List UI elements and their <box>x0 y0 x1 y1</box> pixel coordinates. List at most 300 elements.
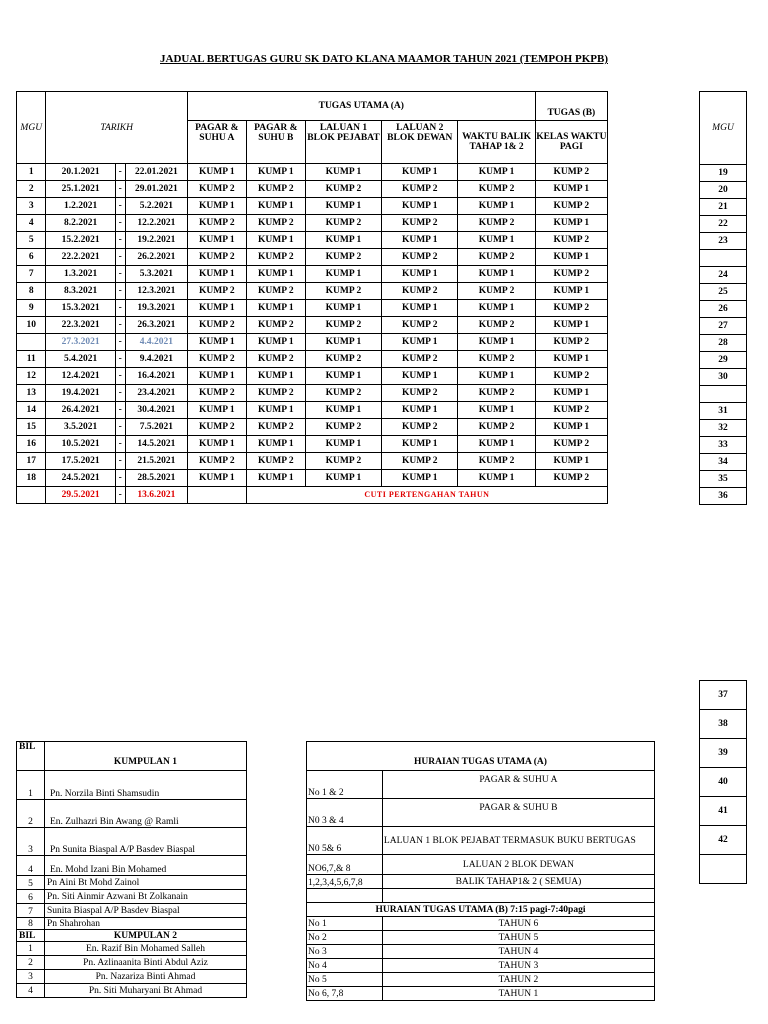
schedule-row <box>17 215 608 232</box>
duty-description: TAHUN 4 <box>382 945 654 959</box>
duty-number: No 4 <box>307 959 383 973</box>
week-number-right <box>700 855 747 884</box>
duty-group-cell: KUMP 2 <box>246 283 305 300</box>
duty-group-cell: KUMP 1 <box>305 198 381 215</box>
week-number: 15 <box>17 419 46 436</box>
member-name: Pn Aini Bt Mohd Zainol <box>44 876 246 890</box>
schedule-row <box>17 232 608 249</box>
duty-group-cell: KUMP 2 <box>246 249 305 266</box>
duty-group-cell: KUMP 2 <box>382 419 458 436</box>
duty-group-cell: KUMP 2 <box>458 215 535 232</box>
week-number-right: 26 <box>700 301 747 318</box>
header-waktu-balik: WAKTU BALIK TAHAP 1& 2 <box>458 121 535 164</box>
date-from: 12.4.2021 <box>46 368 115 385</box>
duty-group-cell: KUMP 2 <box>535 470 607 487</box>
huraian-b-title: HURAIAN TUGAS UTAMA (B) 7:15 pagi-7:40pagi <box>307 903 655 917</box>
duty-description: TAHUN 1 <box>382 987 654 1001</box>
duty-group-cell: KUMP 1 <box>535 419 607 436</box>
bil-header: BIL <box>17 742 45 771</box>
duty-group-cell: KUMP 2 <box>458 283 535 300</box>
duty-group-cell: KUMP 1 <box>458 470 535 487</box>
duty-group-cell: KUMP 2 <box>187 215 246 232</box>
duty-group-cell: KUMP 1 <box>305 266 381 283</box>
week-number: 12 <box>17 368 46 385</box>
week-number: 10 <box>17 317 46 334</box>
duty-number: No 1 <box>307 917 383 931</box>
header-tugas-b: TUGAS (B) <box>535 92 607 121</box>
week-number: 1 <box>17 164 46 181</box>
week-number: 2 <box>17 181 46 198</box>
duty-description: PAGAR & SUHU B <box>382 799 654 827</box>
duty-description: TAHUN 6 <box>382 917 654 931</box>
date-dash: - <box>115 419 125 436</box>
duty-description: TAHUN 5 <box>382 931 654 945</box>
duty-group-cell: KUMP 1 <box>535 317 607 334</box>
header-mgu: MGU <box>17 92 46 164</box>
schedule-row <box>17 334 608 351</box>
duty-group-cell: KUMP 2 <box>535 368 607 385</box>
week-number-right: 24 <box>700 267 747 284</box>
duty-group-cell: KUMP 2 <box>535 300 607 317</box>
date-to: 26.3.2021 <box>125 317 187 334</box>
duty-description: TAHUN 3 <box>382 959 654 973</box>
week-number: 17 <box>17 453 46 470</box>
duty-group-cell: KUMP 1 <box>382 198 458 215</box>
duty-group-cell: KUMP 1 <box>458 232 535 249</box>
week-number-right: 28 <box>700 335 747 352</box>
duty-group-cell: KUMP 2 <box>458 419 535 436</box>
schedule-row <box>17 164 608 181</box>
duty-group-cell: KUMP 1 <box>535 283 607 300</box>
date-to: 13.6.2021 <box>125 487 187 504</box>
week-number: 18 <box>17 470 46 487</box>
date-from: 22.2.2021 <box>46 249 115 266</box>
duty-group-cell: KUMP 1 <box>458 334 535 351</box>
empty-cell <box>187 487 246 504</box>
date-dash: - <box>115 351 125 368</box>
member-name: Pn. Siti Ainmir Azwani Bt Zolkanain <box>44 890 246 904</box>
duty-group-cell: KUMP 1 <box>187 368 246 385</box>
date-dash: - <box>115 232 125 249</box>
member-name: Pn Sunita Biaspal A/P Basdev Biaspal <box>44 828 246 856</box>
duty-number: NO6,7,& 8 <box>307 855 383 875</box>
date-dash: - <box>115 198 125 215</box>
duty-group-cell: KUMP 2 <box>305 419 381 436</box>
member-number: 5 <box>17 876 45 890</box>
week-number: 6 <box>17 249 46 266</box>
duty-group-cell: KUMP 2 <box>535 334 607 351</box>
date-dash: - <box>115 368 125 385</box>
date-from: 26.4.2021 <box>46 402 115 419</box>
date-to: 12.2.2021 <box>125 215 187 232</box>
duty-schedule-table <box>16 91 608 504</box>
duty-group-cell: KUMP 2 <box>458 249 535 266</box>
header-kelas-waktu-pagi: KELAS WAKTU PAGI <box>535 121 607 164</box>
header-pagar-suhu-a: PAGAR & SUHU A <box>187 121 246 164</box>
date-dash: - <box>115 249 125 266</box>
duty-group-cell: KUMP 1 <box>382 334 458 351</box>
header-mgu-right: MGU <box>700 92 747 165</box>
date-dash: - <box>115 334 125 351</box>
week-number: 13 <box>17 385 46 402</box>
duty-group-cell: KUMP 1 <box>458 266 535 283</box>
huraian-table <box>306 741 655 1001</box>
duty-group-cell: KUMP 1 <box>246 198 305 215</box>
schedule-row <box>17 300 608 317</box>
duty-number: No 3 <box>307 945 383 959</box>
week-number-right: 40 <box>700 768 747 797</box>
week-number-right: 29 <box>700 352 747 369</box>
date-dash: - <box>115 487 125 504</box>
week-number: 3 <box>17 198 46 215</box>
member-number: 6 <box>17 890 45 904</box>
header-laluan-2: LALUAN 2 BLOK DEWAN <box>382 121 458 164</box>
duty-group-cell: KUMP 2 <box>535 232 607 249</box>
date-to: 5.3.2021 <box>125 266 187 283</box>
duty-description: LALUAN 2 BLOK DEWAN <box>382 855 654 875</box>
date-to: 26.2.2021 <box>125 249 187 266</box>
duty-group-cell: KUMP 2 <box>535 266 607 283</box>
duty-group-cell: KUMP 1 <box>535 215 607 232</box>
member-name: En. Mohd Izani Bin Mohamed <box>44 856 246 876</box>
bil-header: BIL <box>17 930 45 942</box>
week-number <box>17 487 46 504</box>
duty-description: PAGAR & SUHU A <box>382 771 654 799</box>
week-number-right: 35 <box>700 471 747 488</box>
week-number-right: 42 <box>700 826 747 855</box>
date-to: 30.4.2021 <box>125 402 187 419</box>
duty-group-cell: KUMP 1 <box>246 266 305 283</box>
duty-description: TAHUN 2 <box>382 973 654 987</box>
duty-group-cell: KUMP 2 <box>187 453 246 470</box>
duty-group-cell: KUMP 1 <box>246 334 305 351</box>
date-to: 14.5.2021 <box>125 436 187 453</box>
duty-group-cell: KUMP 1 <box>305 334 381 351</box>
header-pagar-suhu-b: PAGAR & SUHU B <box>246 121 305 164</box>
member-name: Pn. Nazariza Binti Ahmad <box>44 970 246 984</box>
member-name: Pn Shahrohan <box>44 918 246 930</box>
member-name: En. Razif Bin Mohamed Salleh <box>44 942 246 956</box>
schedule-row <box>17 368 608 385</box>
duty-group-cell: KUMP 1 <box>246 470 305 487</box>
week-number: 8 <box>17 283 46 300</box>
member-number: 3 <box>17 828 45 856</box>
duty-group-cell: KUMP 2 <box>187 283 246 300</box>
duty-group-cell: KUMP 2 <box>246 317 305 334</box>
date-from: 19.4.2021 <box>46 385 115 402</box>
duty-group-cell: KUMP 1 <box>305 402 381 419</box>
schedule-row <box>17 198 608 215</box>
header-laluan-1: LALUAN 1 BLOK PEJABAT <box>305 121 381 164</box>
duty-group-cell: KUMP 1 <box>246 402 305 419</box>
duty-group-cell: KUMP 1 <box>535 249 607 266</box>
week-number-right: 41 <box>700 797 747 826</box>
date-dash: - <box>115 385 125 402</box>
schedule-row <box>17 317 608 334</box>
duty-group-cell: KUMP 1 <box>382 402 458 419</box>
member-name: Pn. Siti Muharyani Bt Ahmad <box>44 984 246 998</box>
date-from: 3.5.2021 <box>46 419 115 436</box>
date-from: 10.5.2021 <box>46 436 115 453</box>
week-number-right: 20 <box>700 182 747 199</box>
date-from: 20.1.2021 <box>46 164 115 181</box>
duty-group-cell: KUMP 2 <box>458 181 535 198</box>
duty-group-cell: KUMP 1 <box>187 198 246 215</box>
date-from: 29.5.2021 <box>46 487 115 504</box>
duty-group-cell: KUMP 1 <box>458 164 535 181</box>
duty-group-cell: KUMP 1 <box>382 368 458 385</box>
duty-group-cell: KUMP 2 <box>305 317 381 334</box>
duty-group-cell: KUMP 1 <box>246 164 305 181</box>
duty-number: No 5 <box>307 973 383 987</box>
date-to: 9.4.2021 <box>125 351 187 368</box>
date-to: 16.4.2021 <box>125 368 187 385</box>
duty-group-cell: KUMP 1 <box>458 198 535 215</box>
duty-group-cell: KUMP 2 <box>187 249 246 266</box>
week-number-right: 21 <box>700 199 747 216</box>
duty-group-cell: KUMP 2 <box>535 164 607 181</box>
duty-group-cell: KUMP 1 <box>305 436 381 453</box>
date-dash: - <box>115 164 125 181</box>
date-from: 8.3.2021 <box>46 283 115 300</box>
duty-group-cell: KUMP 2 <box>187 317 246 334</box>
date-dash: - <box>115 402 125 419</box>
week-number-right: 19 <box>700 165 747 182</box>
duty-group-cell: KUMP 2 <box>246 453 305 470</box>
duty-number: No 1 & 2 <box>307 771 383 799</box>
week-number-right <box>700 386 747 403</box>
duty-group-cell: KUMP 1 <box>382 164 458 181</box>
duty-group-cell: KUMP 1 <box>535 351 607 368</box>
member-number: 4 <box>17 984 45 998</box>
date-from: 1.3.2021 <box>46 266 115 283</box>
duty-group-cell: KUMP 2 <box>246 385 305 402</box>
date-dash: - <box>115 436 125 453</box>
duty-number: 1,2,3,4,5,6,7,8 <box>307 875 383 889</box>
duty-description: BALIK TAHAP1& 2 ( SEMUA) <box>382 875 654 889</box>
date-from: 5.4.2021 <box>46 351 115 368</box>
schedule-row <box>17 453 608 470</box>
member-number: 1 <box>17 771 45 800</box>
duty-group-cell: KUMP 2 <box>458 351 535 368</box>
duty-number: N0 3 & 4 <box>307 799 383 827</box>
member-number: 8 <box>17 918 45 930</box>
duty-group-cell: KUMP 2 <box>305 453 381 470</box>
duty-group-cell: KUMP 1 <box>305 300 381 317</box>
duty-group-cell: KUMP 1 <box>458 436 535 453</box>
duty-group-cell: KUMP 2 <box>535 198 607 215</box>
member-number: 7 <box>17 904 45 918</box>
duty-group-cell: KUMP 1 <box>187 436 246 453</box>
duty-group-cell: KUMP 2 <box>246 351 305 368</box>
duty-group-cell: KUMP 2 <box>305 249 381 266</box>
week-number <box>17 334 46 351</box>
week-number: 16 <box>17 436 46 453</box>
week-number-right: 25 <box>700 284 747 301</box>
duty-number: N0 5& 6 <box>307 827 383 855</box>
week-number-right: 39 <box>700 739 747 768</box>
schedule-row <box>17 436 608 453</box>
member-number: 2 <box>17 956 45 970</box>
week-number-right: 22 <box>700 216 747 233</box>
date-to: 21.5.2021 <box>125 453 187 470</box>
document-title: JADUAL BERTUGAS GURU SK DATO KLANA MAAMOR TAHUN 2021 (TEMPOH PKPB) <box>160 53 608 65</box>
kumpulan-1-title: KUMPULAN 1 <box>44 742 246 771</box>
duty-group-cell: KUMP 2 <box>458 453 535 470</box>
duty-group-cell: KUMP 1 <box>305 470 381 487</box>
kumpulan-2-title: KUMPULAN 2 <box>44 930 246 942</box>
duty-group-cell: KUMP 1 <box>246 300 305 317</box>
header-tarikh: TARIKH <box>46 92 187 164</box>
member-name: Sunita Biaspal A/P Basdev Biaspal <box>44 904 246 918</box>
week-number: 14 <box>17 402 46 419</box>
spacer <box>307 889 383 903</box>
member-number: 4 <box>17 856 45 876</box>
date-to: 28.5.2021 <box>125 470 187 487</box>
duty-group-cell: KUMP 2 <box>305 181 381 198</box>
date-from: 24.5.2021 <box>46 470 115 487</box>
holiday-label: CUTI PERTENGAHAN TAHUN <box>246 487 607 504</box>
schedule-row <box>17 470 608 487</box>
duty-group-cell: KUMP 2 <box>458 385 535 402</box>
duty-description: LALUAN 1 BLOK PEJABAT TERMASUK BUKU BERTUGAS <box>382 827 654 855</box>
duty-group-cell: KUMP 2 <box>305 385 381 402</box>
header-tugas-utama-a: TUGAS UTAMA (A) <box>187 92 535 121</box>
duty-group-cell: KUMP 1 <box>246 368 305 385</box>
schedule-row <box>17 266 608 283</box>
duty-group-cell: KUMP 1 <box>187 334 246 351</box>
duty-group-cell: KUMP 2 <box>246 419 305 436</box>
date-dash: - <box>115 470 125 487</box>
duty-group-cell: KUMP 1 <box>535 385 607 402</box>
date-dash: - <box>115 300 125 317</box>
duty-group-cell: KUMP 1 <box>382 436 458 453</box>
member-name: En. Zulhazri Bin Awang @ Ramli <box>44 800 246 828</box>
duty-group-cell: KUMP 2 <box>382 351 458 368</box>
week-number: 11 <box>17 351 46 368</box>
date-from: 1.2.2021 <box>46 198 115 215</box>
date-from: 8.2.2021 <box>46 215 115 232</box>
schedule-row <box>17 385 608 402</box>
date-to: 4.4.2021 <box>125 334 187 351</box>
duty-group-cell: KUMP 1 <box>187 470 246 487</box>
duty-group-cell: KUMP 1 <box>535 181 607 198</box>
member-number: 2 <box>17 800 45 828</box>
date-to: 12.3.2021 <box>125 283 187 300</box>
duty-group-cell: KUMP 1 <box>382 470 458 487</box>
duty-group-cell: KUMP 1 <box>535 453 607 470</box>
duty-group-cell: KUMP 2 <box>187 351 246 368</box>
duty-group-cell: KUMP 2 <box>187 419 246 436</box>
duty-group-cell: KUMP 2 <box>305 351 381 368</box>
week-number-right <box>700 250 747 267</box>
spacer <box>382 889 654 903</box>
date-dash: - <box>115 215 125 232</box>
duty-group-cell: KUMP 2 <box>246 181 305 198</box>
duty-group-cell: KUMP 2 <box>187 181 246 198</box>
duty-group-cell: KUMP 1 <box>187 266 246 283</box>
holiday-row <box>17 487 608 504</box>
duty-group-cell: KUMP 2 <box>535 402 607 419</box>
week-number-right: 33 <box>700 437 747 454</box>
duty-group-cell: KUMP 2 <box>382 181 458 198</box>
duty-group-cell: KUMP 1 <box>305 232 381 249</box>
duty-group-cell: KUMP 1 <box>187 232 246 249</box>
date-dash: - <box>115 266 125 283</box>
week-number-right: 37 <box>700 681 747 710</box>
duty-group-cell: KUMP 1 <box>458 300 535 317</box>
duty-group-cell: KUMP 2 <box>305 215 381 232</box>
week-number: 5 <box>17 232 46 249</box>
week-number-right: 27 <box>700 318 747 335</box>
schedule-row <box>17 419 608 436</box>
schedule-row <box>17 249 608 266</box>
duty-group-cell: KUMP 1 <box>382 266 458 283</box>
duty-group-cell: KUMP 1 <box>246 436 305 453</box>
date-from: 15.3.2021 <box>46 300 115 317</box>
huraian-a-title: HURAIAN TUGAS UTAMA (A) <box>307 742 655 771</box>
duty-group-cell: KUMP 2 <box>535 436 607 453</box>
week-number: 4 <box>17 215 46 232</box>
date-to: 7.5.2021 <box>125 419 187 436</box>
week-number-right: 34 <box>700 454 747 471</box>
duty-group-cell: KUMP 1 <box>305 164 381 181</box>
schedule-row <box>17 402 608 419</box>
date-to: 29.01.2021 <box>125 181 187 198</box>
member-number: 1 <box>17 942 45 956</box>
member-number: 3 <box>17 970 45 984</box>
duty-group-cell: KUMP 2 <box>382 249 458 266</box>
duty-group-cell: KUMP 2 <box>382 385 458 402</box>
date-to: 19.3.2021 <box>125 300 187 317</box>
duty-group-cell: KUMP 1 <box>305 368 381 385</box>
week-number: 9 <box>17 300 46 317</box>
date-to: 22.01.2021 <box>125 164 187 181</box>
week-number-right: 31 <box>700 403 747 420</box>
date-from: 25.1.2021 <box>46 181 115 198</box>
duty-group-cell: KUMP 2 <box>382 215 458 232</box>
member-name: Pn. Norzila Binti Shamsudin <box>44 771 246 800</box>
duty-group-cell: KUMP 1 <box>187 164 246 181</box>
week-number-right: 36 <box>700 488 747 505</box>
duty-group-cell: KUMP 1 <box>187 300 246 317</box>
duty-group-cell: KUMP 2 <box>382 453 458 470</box>
date-from: 17.5.2021 <box>46 453 115 470</box>
date-to: 19.2.2021 <box>125 232 187 249</box>
date-to: 23.4.2021 <box>125 385 187 402</box>
week-number-right: 38 <box>700 710 747 739</box>
date-dash: - <box>115 453 125 470</box>
schedule-row <box>17 283 608 300</box>
duty-group-cell: KUMP 1 <box>187 402 246 419</box>
schedule-row <box>17 351 608 368</box>
date-dash: - <box>115 317 125 334</box>
duty-group-cell: KUMP 1 <box>382 232 458 249</box>
week-number-right: 32 <box>700 420 747 437</box>
date-dash: - <box>115 181 125 198</box>
schedule-row <box>17 181 608 198</box>
date-from: 22.3.2021 <box>46 317 115 334</box>
duty-number: No 6, 7,8 <box>307 987 383 1001</box>
duty-group-cell: KUMP 1 <box>458 402 535 419</box>
week-number-right: 23 <box>700 233 747 250</box>
duty-group-cell: KUMP 2 <box>458 317 535 334</box>
duty-group-cell: KUMP 2 <box>382 283 458 300</box>
date-dash: - <box>115 283 125 300</box>
duty-group-cell: KUMP 2 <box>382 317 458 334</box>
duty-group-cell: KUMP 1 <box>458 368 535 385</box>
duty-group-cell: KUMP 1 <box>382 300 458 317</box>
